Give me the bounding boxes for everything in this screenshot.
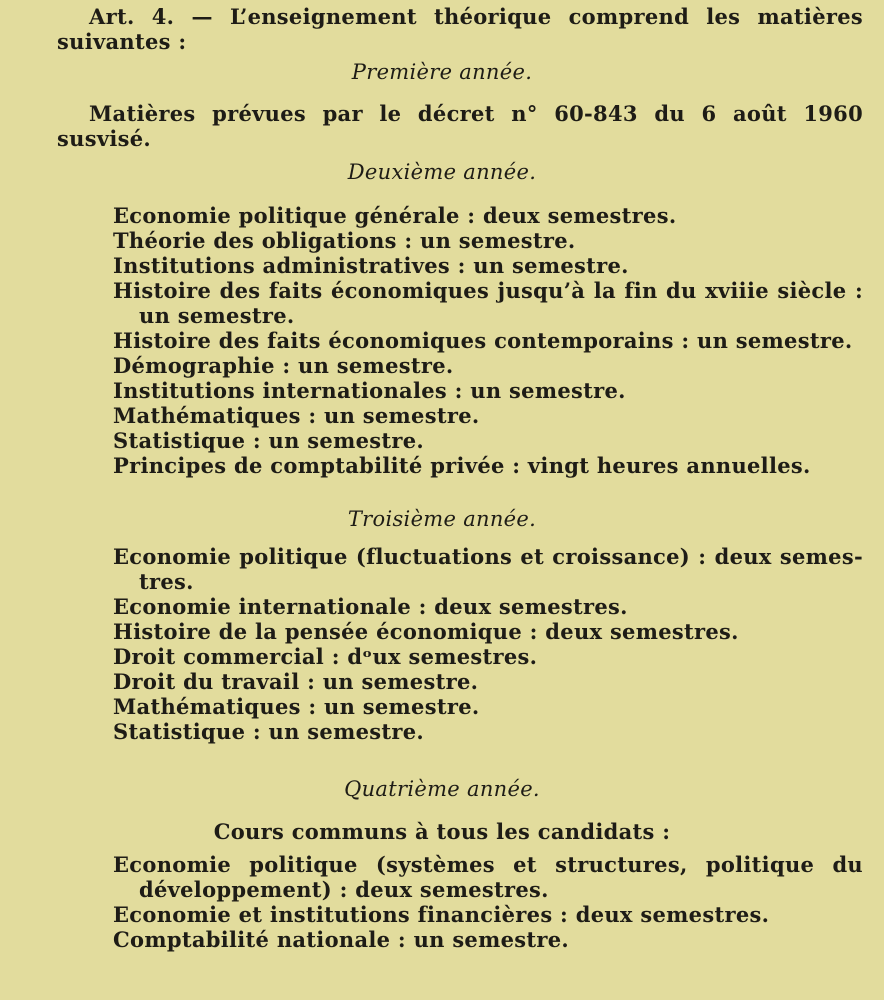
list-item: Economie politique générale : deux semestres. — [113, 203, 677, 228]
list-item: Economie et institutions financières : deux semestres. — [113, 902, 770, 927]
list-item: Histoire des faits économiques contemporains : un semestre. — [113, 328, 853, 353]
list-item: Economie internationale : deux semestres. — [113, 594, 628, 619]
list-item: Mathématiques : un semestre. — [113, 694, 480, 719]
list-item: Principes de comptabilité privée : vingt heures annuelles. — [113, 453, 811, 478]
list-item: Théorie des obligations : un semestre. — [113, 228, 576, 253]
list-item: Economie politique (systèmes et structures, politique du développement) : deux semestres. — [113, 852, 863, 902]
list-item: Histoire des faits économiques jusqu’à la fin du xviiie siècle : un semestre. — [113, 278, 863, 328]
article-intro — [57, 4, 863, 54]
list-item: Démographie : un semestre. — [113, 353, 454, 378]
heading-year3: Troisième année. — [347, 507, 537, 531]
year3-subject-list — [113, 544, 863, 744]
list-item: Economie politique (fluctuations et croissance) : deux semes-tres. — [113, 544, 863, 594]
list-item: Histoire de la pensée économique : deux semestres. — [113, 619, 739, 644]
year1-text-line2: susvisé. — [57, 126, 151, 151]
list-item: Statistique : un semestre. — [113, 719, 425, 744]
list-item: Institutions administratives : un semestre. — [113, 253, 629, 278]
list-item: Droit du travail : un semestre. — [113, 669, 479, 694]
year1-text — [57, 101, 863, 151]
heading-year4: Quatrième année. — [344, 777, 540, 801]
list-item: Mathématiques : un semestre. — [113, 403, 480, 428]
article-intro-line2: suivantes : — [57, 29, 187, 54]
article-intro-line1: Art. 4. — L’enseignement théorique comprend les matières — [89, 4, 863, 29]
list-item: Comptabilité nationale : un semestre. — [113, 927, 570, 952]
heading-year1: Première année. — [351, 60, 533, 84]
list-item: Droit commercial : dᵒux semestres. — [113, 644, 538, 669]
year1-text-line1: Matières prévues par le décret n° 60-843 du 6 août 1960 — [89, 101, 863, 126]
list-item: Statistique : un semestre. — [113, 428, 425, 453]
heading-year2: Deuxième année. — [347, 160, 537, 184]
year4-subheading: Cours communs à tous les candidats : — [213, 819, 671, 844]
year4-subject-list — [113, 852, 863, 952]
list-item: Institutions internationales : un semestre. — [113, 378, 626, 403]
year2-subject-list — [113, 203, 863, 478]
